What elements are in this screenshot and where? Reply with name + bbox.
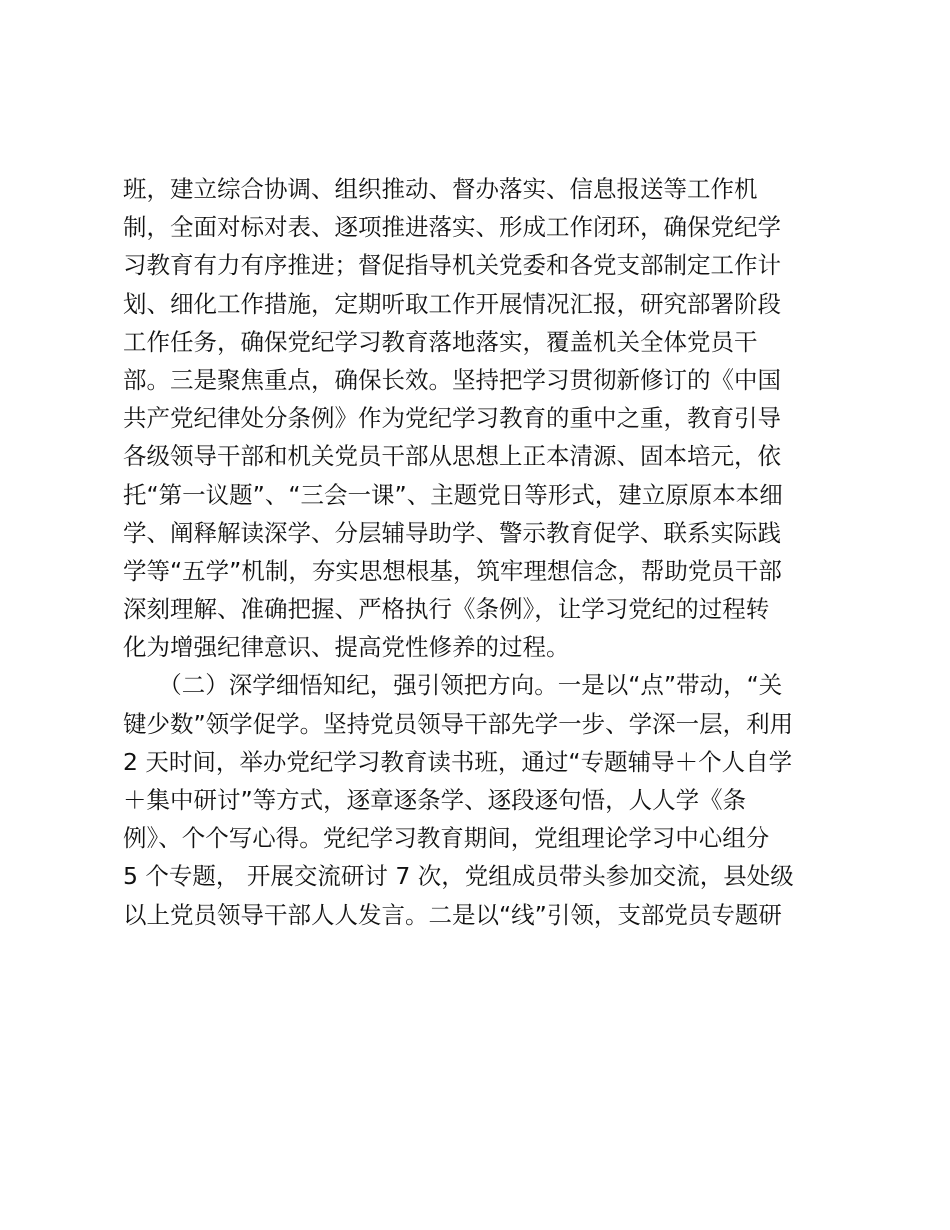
text-line: 深刻理解、准确把握、严格执行《条例》，让学习党纪的过程转	[123, 595, 770, 624]
text-line: 例》、个个写心得。党纪学习教育期间，党组理论学习中心组分	[123, 824, 770, 853]
section-heading-line: （二）深学细悟知纪，强引领把方向。一是以“点”带动，“关	[123, 671, 783, 700]
text-line: 化为增强纪律意识、提高党性修养的过程。	[123, 633, 570, 662]
text-line: 习教育有力有序推进；督促指导机关党委和各党支部制定工作计	[123, 251, 781, 280]
text-line: ＋集中研讨”等方式，逐章逐条学、逐段逐句悟，人人学《条	[123, 786, 747, 814]
text-line: 以上党员领导干部人人发言。二是以“线”引领，支部党员专题研	[123, 900, 782, 929]
text-line: 部。三是聚焦重点，确保长效。坚持把学习贯彻新修订的《中国	[123, 365, 781, 394]
text-line: 学、阐释解读深学、分层辅导助学、警示教育促学、联系实际践	[123, 518, 781, 547]
text-line: 学等“五学”机制，夯实思想根基，筑牢理想信念，帮助党员干部	[123, 556, 782, 585]
text-line: 制，全面对标对表、逐项推进落实、形成工作闭环，确保党纪学	[123, 213, 781, 242]
text-line: 各级领导干部和机关党员干部从思想上正本清源、固本培元，依	[123, 442, 781, 471]
text-line: 划、细化工作措施，定期听取工作开展情况汇报，研究部署阶段	[123, 289, 781, 318]
text-line: 键少数”领学促学。坚持党员领导干部先学一步、学深一层，利用	[123, 709, 794, 738]
text-line: 工作任务，确保党纪学习教育落地落实，覆盖机关全体党员干	[123, 327, 758, 356]
text-line: 托“第一议题”、“三会一课”、主题党日等形式，建立原原本本细	[123, 480, 783, 509]
text-line: 2 天时间，举办党纪学习教育读书班，通过“专题辅导＋个人自学	[123, 747, 793, 776]
text-line: 班，建立综合协调、组织推动、督办落实、信息报送等工作机	[123, 175, 758, 203]
text-line: 5 个专题， 开展交流研讨 7 次，党组成员带头参加交流，县处级	[123, 862, 794, 891]
body-text	[123, 170, 843, 934]
text-line: 共产党纪律处分条例》作为党纪学习教育的重中之重，教育引导	[123, 404, 781, 433]
